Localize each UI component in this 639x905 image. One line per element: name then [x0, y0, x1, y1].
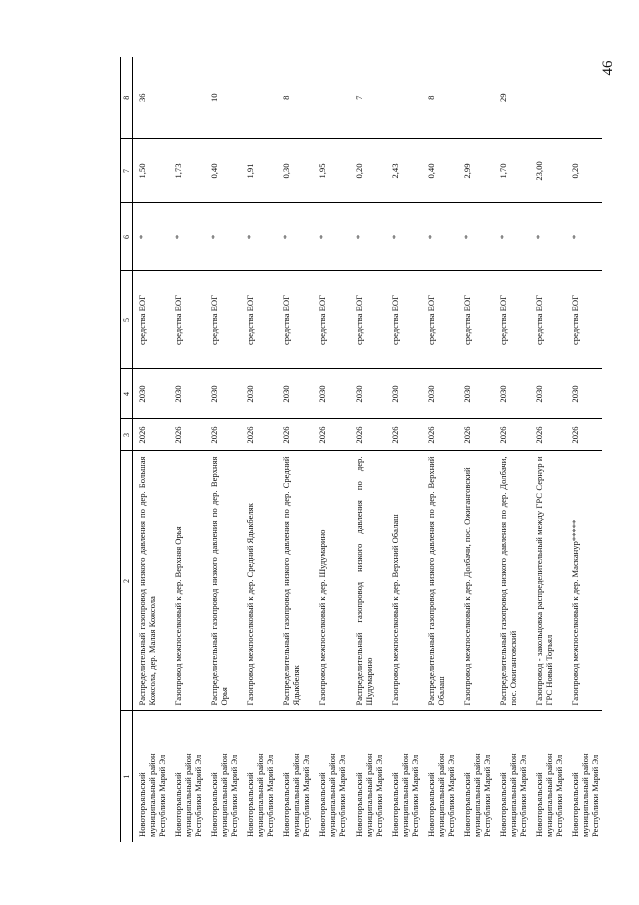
column-header-1: 1	[121, 711, 133, 842]
table-row	[133, 57, 170, 842]
length-cell: 1,91	[241, 139, 277, 203]
start-year-cell: 2026	[566, 419, 602, 451]
start-year-cell: 2026	[277, 419, 313, 451]
length-cell: 0,30	[277, 139, 313, 203]
district-cell: Новоторъяльский муниципальный район Республики Марий Эл	[209, 753, 240, 837]
length-cell: 0,40	[205, 139, 241, 203]
count-cell	[241, 57, 277, 139]
district-cell: Новоторъяльский муниципальный район Республики Марий Эл	[353, 753, 384, 837]
column-header-8: 8	[121, 57, 133, 139]
marker-cell: *	[205, 203, 241, 271]
length-cell: 2,43	[386, 139, 422, 203]
end-year-cell: 2030	[277, 369, 313, 419]
start-year-cell: 2026	[422, 419, 458, 451]
funding-source-cell: средства ЕОГ	[169, 271, 205, 369]
length-cell: 1,70	[494, 139, 530, 203]
district-cell: Новоторъяльский муниципальный район Республики Марий Эл	[534, 753, 565, 837]
district-cell: Новоторъяльский муниципальный район Республики Марий Эл	[173, 753, 204, 837]
funding-source-cell: средства ЕОГ	[350, 271, 386, 369]
object-cell: Распределительный газопровод низкого давления по дер. Большая Кожсола, дер. Малая Кожсола	[133, 451, 170, 711]
rotated-table-wrapper	[120, 57, 601, 842]
start-year-cell: 2026	[458, 419, 494, 451]
end-year-cell: 2030	[205, 369, 241, 419]
funding-source-cell: средства ЕОГ	[530, 271, 566, 369]
end-year-cell: 2030	[313, 369, 349, 419]
district-cell: Новоторъяльский муниципальный район Республики Марий Эл	[317, 753, 348, 837]
district-cell: Новоторъяльский муниципальный район Республики Марий Эл	[570, 753, 601, 837]
column-header-6: 6	[121, 203, 133, 271]
object-cell: Газопровод - закольцовка распределительный между ГРС Сернур и ГРС Новый Торъял	[530, 451, 566, 711]
column-header-4: 4	[121, 369, 133, 419]
object-cell: Газопровод межпоселковый к дер. Долбачи, пос. Ожиганговский	[458, 451, 494, 711]
header-row	[121, 57, 133, 842]
object-cell: Газопровод межпоселковый к дер. Шудумарино	[313, 451, 349, 711]
start-year-cell: 2026	[530, 419, 566, 451]
object-cell: Распределительный газопровод низкого давления по дер. Долбачи, пос. Ожиганговский	[494, 451, 530, 711]
marker-cell: *	[313, 203, 349, 271]
end-year-cell: 2030	[422, 369, 458, 419]
table-body	[133, 57, 603, 842]
object-cell: Распределительный газопровод низкого давления по дер. Шудумарино	[350, 451, 386, 711]
count-cell: 8	[277, 57, 313, 139]
count-cell: 7	[350, 57, 386, 139]
column-header-3: 3	[121, 419, 133, 451]
end-year-cell: 2030	[386, 369, 422, 419]
start-year-cell: 2026	[169, 419, 205, 451]
length-cell: 0,40	[422, 139, 458, 203]
start-year-cell: 2026	[205, 419, 241, 451]
count-cell: 36	[133, 57, 170, 139]
gas-pipeline-table	[120, 57, 602, 842]
marker-cell: *	[133, 203, 170, 271]
funding-source-cell: средства ЕОГ	[277, 271, 313, 369]
table-row	[241, 57, 277, 842]
district-cell: Новоторъяльский муниципальный район Республики Марий Эл	[425, 753, 456, 837]
table-row	[313, 57, 349, 842]
object-cell: Распределительный газопровод низкого давления по дер. Средний Ядыкбеляк	[277, 451, 313, 711]
length-cell: 1,50	[133, 139, 170, 203]
end-year-cell: 2030	[133, 369, 170, 419]
funding-source-cell: средства ЕОГ	[205, 271, 241, 369]
count-cell: 10	[205, 57, 241, 139]
table-row	[566, 57, 602, 842]
object-cell: Газопровод межпоселковый к дер. Масканур*****	[566, 451, 602, 711]
length-cell: 0,20	[350, 139, 386, 203]
length-cell: 2,99	[458, 139, 494, 203]
end-year-cell: 2030	[169, 369, 205, 419]
start-year-cell: 2026	[386, 419, 422, 451]
end-year-cell: 2030	[530, 369, 566, 419]
object-cell: Газопровод межпоселковый к дер. Средний Ядыкбеляк	[241, 451, 277, 711]
marker-cell: *	[277, 203, 313, 271]
start-year-cell: 2026	[350, 419, 386, 451]
end-year-cell: 2030	[494, 369, 530, 419]
funding-source-cell: средства ЕОГ	[386, 271, 422, 369]
table-row	[386, 57, 422, 842]
district-cell: Новоторъяльский муниципальный район Республики Марий Эл	[461, 753, 492, 837]
count-cell	[530, 57, 566, 139]
end-year-cell: 2030	[350, 369, 386, 419]
count-cell: 8	[422, 57, 458, 139]
table-row	[494, 57, 530, 842]
funding-source-cell: средства ЕОГ	[241, 271, 277, 369]
object-cell: Распределительный газопровод низкого давления по дер. Верхняя Орья	[205, 451, 241, 711]
length-cell: 1,95	[313, 139, 349, 203]
marker-cell: *	[241, 203, 277, 271]
count-cell: 29	[494, 57, 530, 139]
count-cell	[386, 57, 422, 139]
marker-cell: *	[422, 203, 458, 271]
end-year-cell: 2030	[241, 369, 277, 419]
district-cell: Новоторъяльский муниципальный район Республики Марий Эл	[281, 753, 312, 837]
object-cell: Газопровод межпоселковый к дер. Верхний Обалаш	[386, 451, 422, 711]
marker-cell: *	[530, 203, 566, 271]
start-year-cell: 2026	[313, 419, 349, 451]
table-row	[458, 57, 494, 842]
column-header-7: 7	[121, 139, 133, 203]
funding-source-cell: средства ЕОГ	[133, 271, 170, 369]
object-cell: Газопровод межпоселковый к дер. Верхняя Орья	[169, 451, 205, 711]
end-year-cell: 2030	[458, 369, 494, 419]
length-cell: 23,00	[530, 139, 566, 203]
district-cell: Новоторъяльский муниципальный район Республики Марий Эл	[245, 753, 276, 837]
object-cell: Распределительный газопровод низкого давления по дер. Верхний Обалаш	[422, 451, 458, 711]
table-row	[422, 57, 458, 842]
table-row	[205, 57, 241, 842]
marker-cell: *	[350, 203, 386, 271]
length-cell: 0,20	[566, 139, 602, 203]
count-cell	[458, 57, 494, 139]
district-cell: Новоторъяльский муниципальный район Республики Марий Эл	[137, 753, 167, 837]
table-row	[530, 57, 566, 842]
page-number: 46	[600, 60, 616, 76]
end-year-cell: 2030	[566, 369, 602, 419]
count-cell	[169, 57, 205, 139]
start-year-cell: 2026	[241, 419, 277, 451]
start-year-cell: 2026	[494, 419, 530, 451]
marker-cell: *	[458, 203, 494, 271]
table-row	[277, 57, 313, 842]
count-cell	[566, 57, 602, 139]
funding-source-cell: средства ЕОГ	[458, 271, 494, 369]
column-header-5: 5	[121, 271, 133, 369]
length-cell: 1,73	[169, 139, 205, 203]
count-cell	[313, 57, 349, 139]
column-header-2: 2	[121, 451, 133, 711]
marker-cell: *	[169, 203, 205, 271]
start-year-cell: 2026	[133, 419, 170, 451]
funding-source-cell: средства ЕОГ	[494, 271, 530, 369]
funding-source-cell: средства ЕОГ	[313, 271, 349, 369]
marker-cell: *	[566, 203, 602, 271]
district-cell: Новоторъяльский муниципальный район Республики Марий Эл	[497, 753, 528, 837]
table-row	[350, 57, 386, 842]
funding-source-cell: средства ЕОГ	[566, 271, 602, 369]
marker-cell: *	[494, 203, 530, 271]
table-row	[169, 57, 205, 842]
marker-cell: *	[386, 203, 422, 271]
district-cell: Новоторъяльский муниципальный район Республики Марий Эл	[389, 753, 420, 837]
funding-source-cell: средства ЕОГ	[422, 271, 458, 369]
